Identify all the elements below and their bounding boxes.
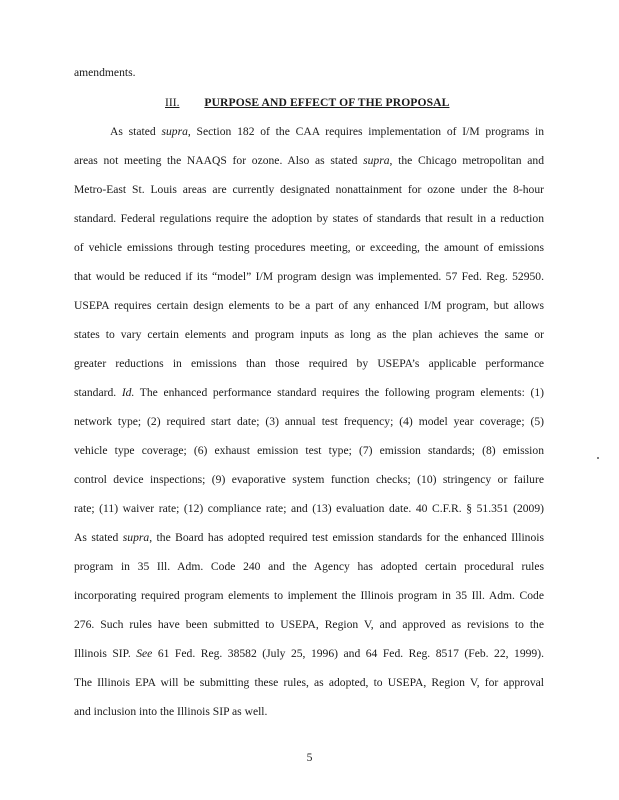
- paragraph-line: network type; (2) required start date; (3) annual test frequency; (4) model year coverage; (5): [74, 415, 544, 428]
- paragraph-line: Illinois SIP. See 61 Fed. Reg. 38582 (July 25, 1996) and 64 Fed. Reg. 8517 (Feb. 22, 1999).: [74, 647, 544, 660]
- page-number: 5: [306, 751, 313, 764]
- scan-speck: [597, 457, 599, 459]
- paragraph-line: that would be reduced if its “model” I/M program design was implemented. 57 Fed. Reg. 52950.: [74, 270, 544, 283]
- paragraph-line: of vehicle emissions through testing procedures meeting, or exceeding, the amount of emissions: [74, 241, 544, 254]
- section-heading: [165, 96, 449, 110]
- paragraph-line: areas not meeting the NAAQS for ozone. Also as stated supra, the Chicago metropolitan and: [74, 154, 544, 167]
- paragraph-line: incorporating required program elements to implement the Illinois program in 35 Ill. Adm. Code: [74, 589, 544, 602]
- paragraph-line: control device inspections; (9) evaporative system function checks; (10) stringency or failure: [74, 473, 544, 486]
- paragraph-line: standard. Id. The enhanced performance standard requires the following program elements: (1): [74, 386, 544, 399]
- paragraph-line: standard. Federal regulations require the adoption by states of standards that result in a reduction: [74, 212, 544, 225]
- section-number: III.: [165, 96, 180, 109]
- paragraph-line: greater reductions in emissions than those required by USEPA’s applicable performance: [74, 357, 544, 370]
- paragraph-line: states to vary certain elements and program inputs as long as the plan achieves the same or: [74, 328, 544, 341]
- paragraph-line: The Illinois EPA will be submitting these rules, as adopted, to USEPA, Region V, for approval: [74, 676, 544, 689]
- paragraph-line: USEPA requires certain design elements to be a part of any enhanced I/M program, but allows: [74, 299, 544, 312]
- paragraph-line: vehicle type coverage; (6) exhaust emission test type; (7) emission standards; (8) emission: [74, 444, 544, 457]
- paragraph-line-last: and inclusion into the Illinois SIP as well.: [74, 705, 268, 718]
- paragraph-line: rate; (11) waiver rate; (12) compliance rate; and (13) evaluation date. 40 C.F.R. § 51.351 (2009): [74, 502, 544, 515]
- paragraph-line: As stated supra, Section 182 of the CAA requires implementation of I/M programs in: [110, 125, 544, 138]
- paragraph-line: program in 35 Ill. Adm. Code 240 and the Agency has adopted certain procedural rules: [74, 560, 544, 573]
- text-line-continuation: amendments.: [74, 66, 136, 79]
- section-title: PURPOSE AND EFFECT OF THE PROPOSAL: [204, 96, 450, 109]
- paragraph-line: 276. Such rules have been submitted to USEPA, Region V, and approved as revisions to the: [74, 618, 544, 631]
- paragraph-line: Metro-East St. Louis areas are currently designated nonattainment for ozone under the 8-hour: [74, 183, 544, 196]
- paragraph-line: As stated supra, the Board has adopted required test emission standards for the enhanced Illinois: [74, 531, 544, 544]
